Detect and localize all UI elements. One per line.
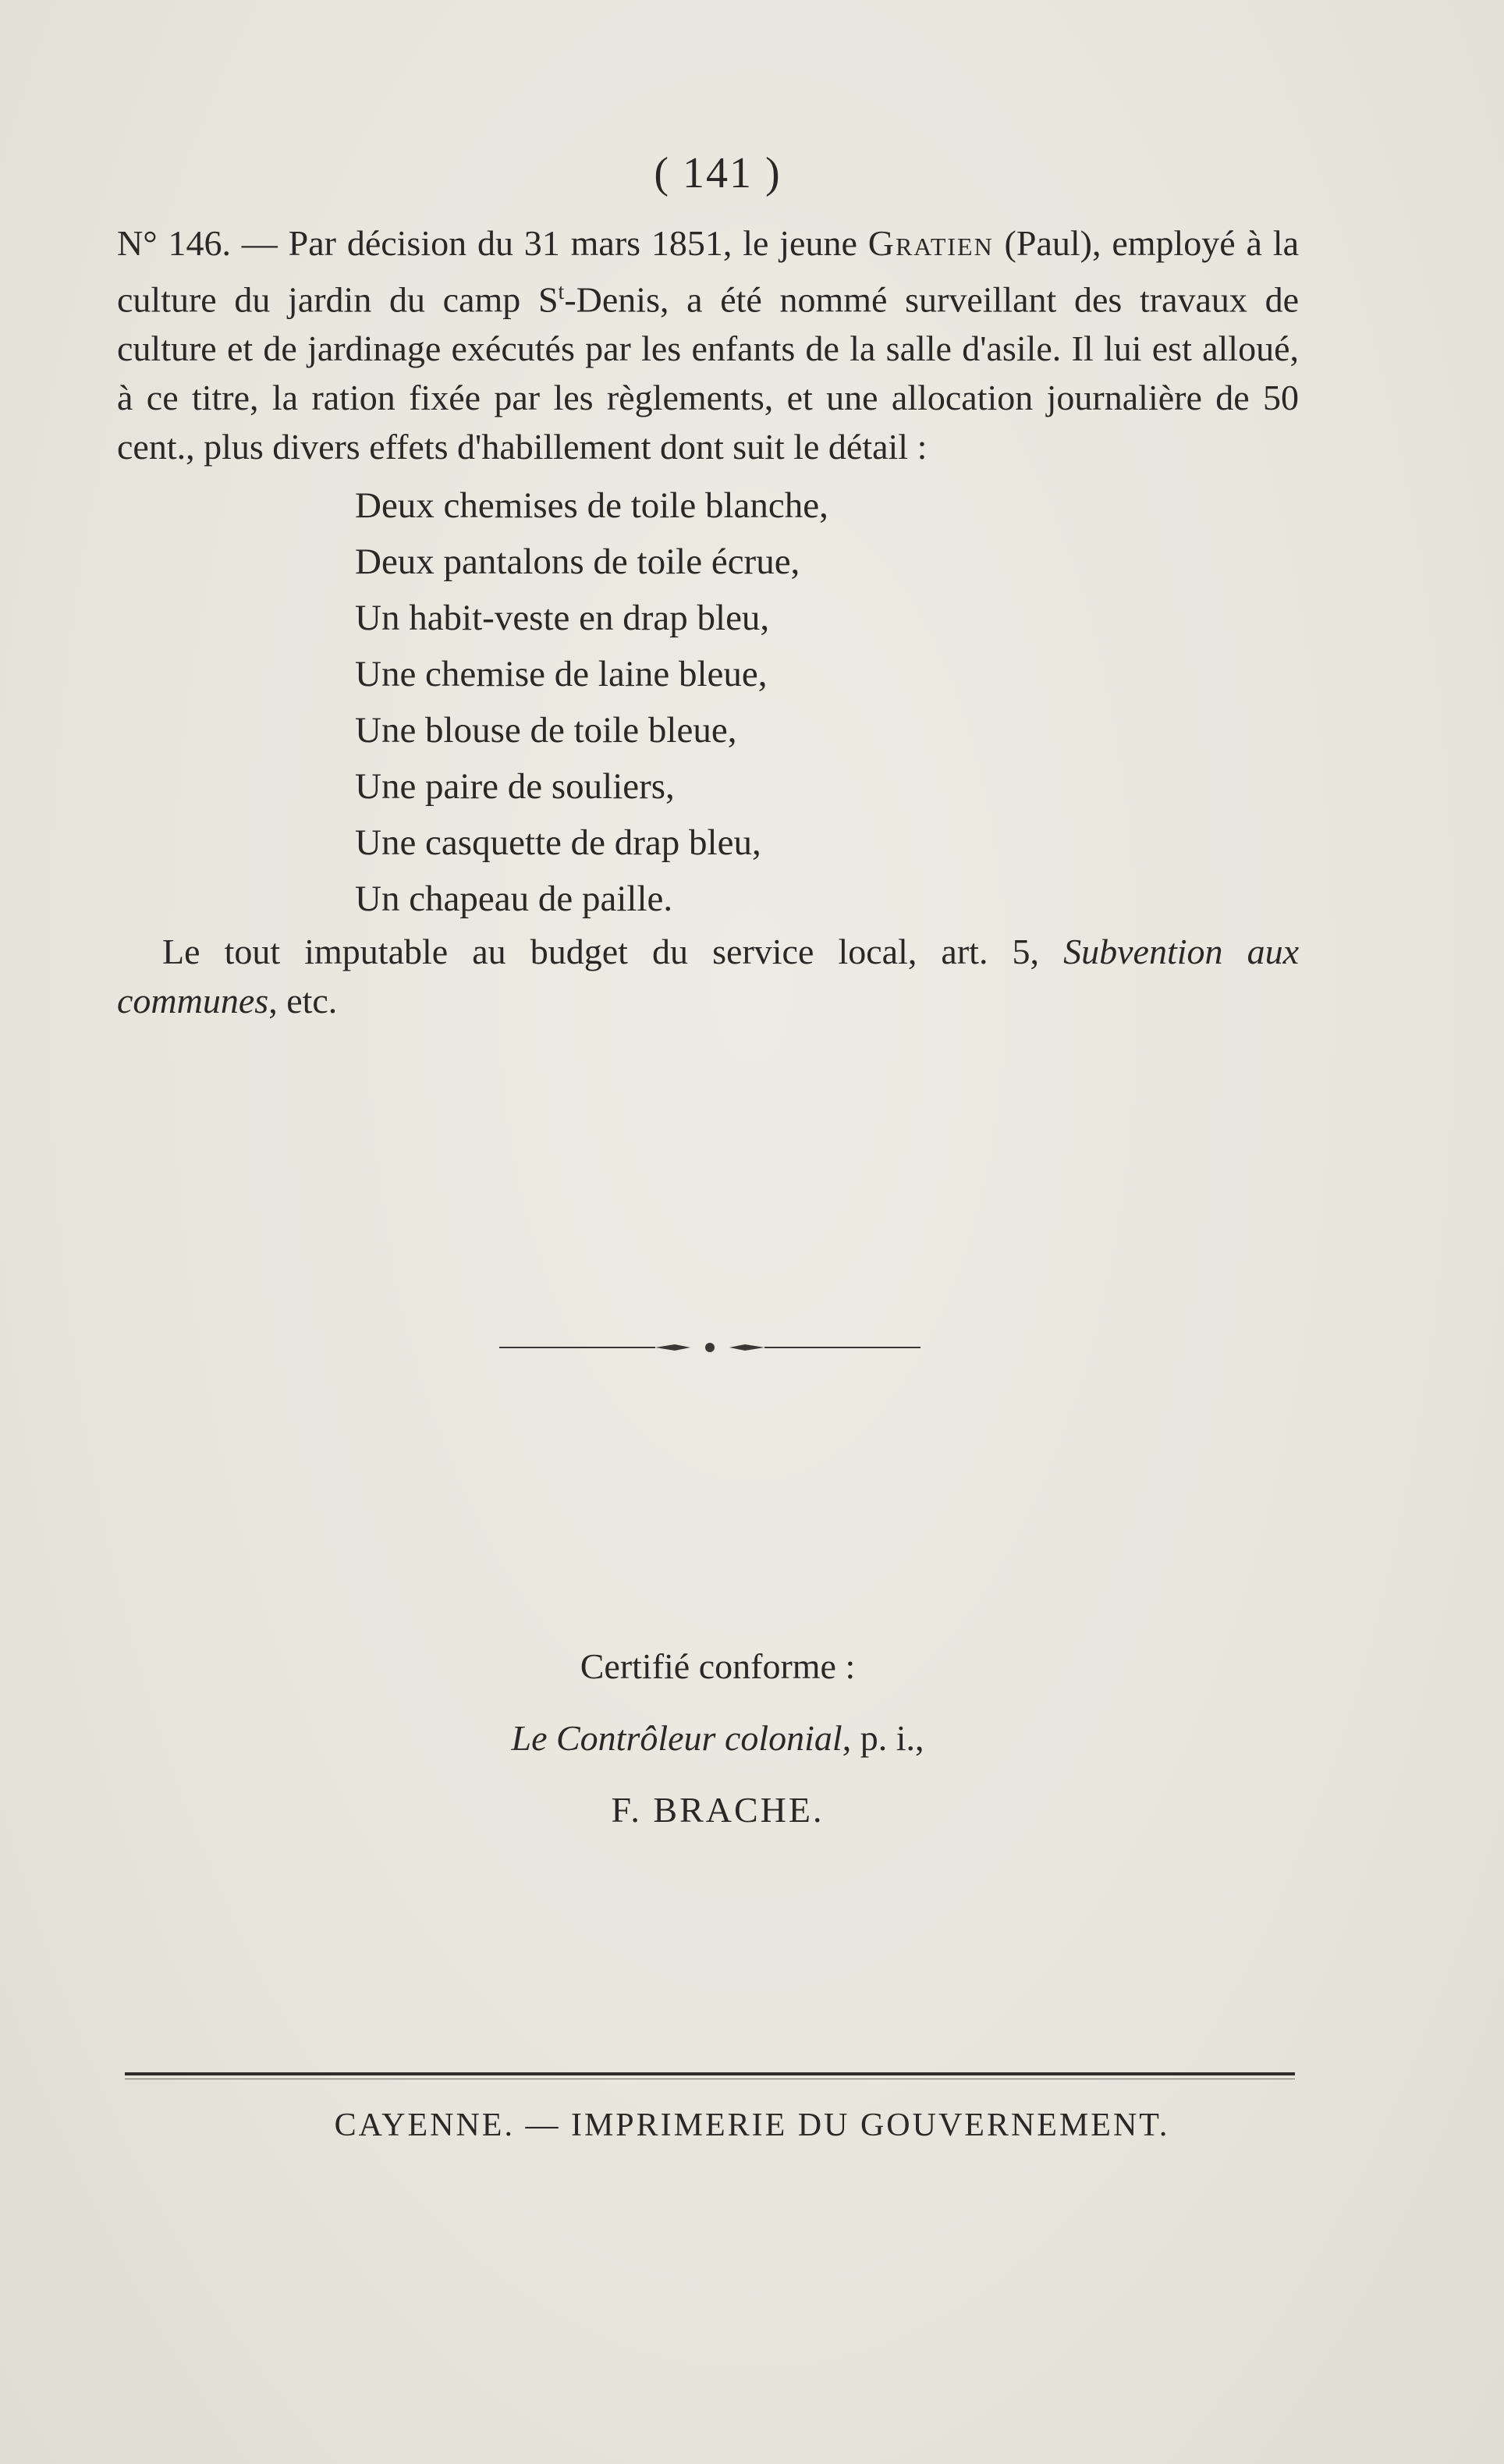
list-item: Un habit-veste en drap bleu, — [355, 598, 770, 639]
entry-146 — [117, 218, 1299, 1025]
clothing-list — [355, 478, 1299, 927]
list-item: Une blouse de toile bleue, — [355, 710, 737, 751]
list-item: Deux pantalons de toile écrue, — [355, 541, 800, 583]
entry-dash: — — [230, 223, 289, 263]
closing-end: , etc. — [268, 981, 338, 1021]
page-number: ( 141 ) — [654, 149, 782, 197]
list-item: Une chemise de laine bleue, — [355, 654, 768, 695]
closing-text: Le tout imputable au budget du service local, art. 5, — [162, 932, 1064, 972]
entry-body: -Denis, a été nommé surveillant des travaux de culture et de jardinage exécutés par les enfants de la salle d'asile. Il lui est alloué, à ce titre, la ration fixée par les règlements, et une allocation journalière de 50 cent., plus divers effets d'habillement dont suit le détail : — [117, 279, 1299, 467]
entry-after-name: (Paul), employé à la culture du jardin du camp S — [117, 223, 1300, 320]
entry-lead: Par décision du 31 mars 1851, le jeune — [288, 223, 868, 263]
list-item: Un chapeau de paille. — [355, 879, 673, 920]
ornamental-rule — [499, 1336, 920, 1359]
printer-imprint: CAYENNE. — IMPRIMERIE DU GOUVERNEMENT. — [334, 2107, 1170, 2143]
certification-block — [0, 1631, 1435, 1846]
saint-abbrev: t — [558, 280, 565, 304]
entry-paragraph — [117, 218, 1299, 471]
controller-title — [0, 1702, 1435, 1774]
certification-line: Certifié conforme : — [580, 1646, 856, 1686]
list-item: Deux chemises de toile blanche, — [355, 485, 828, 527]
controller-title-italic: Le Contrôleur colonial — [511, 1718, 842, 1758]
controller-title-suffix: , p. i., — [842, 1718, 924, 1758]
signature: F. BRACHE. — [611, 1790, 825, 1830]
closing-italic: Subvention aux communes — [117, 932, 1300, 1021]
list-item: Une paire de souliers, — [355, 766, 675, 808]
list-item: Une casquette de drap bleu, — [355, 822, 761, 864]
entry-number: N° 146. — [117, 223, 231, 263]
footer-rule — [125, 2072, 1295, 2075]
closing-paragraph — [117, 927, 1299, 1025]
person-name: Gratien — [867, 223, 994, 263]
